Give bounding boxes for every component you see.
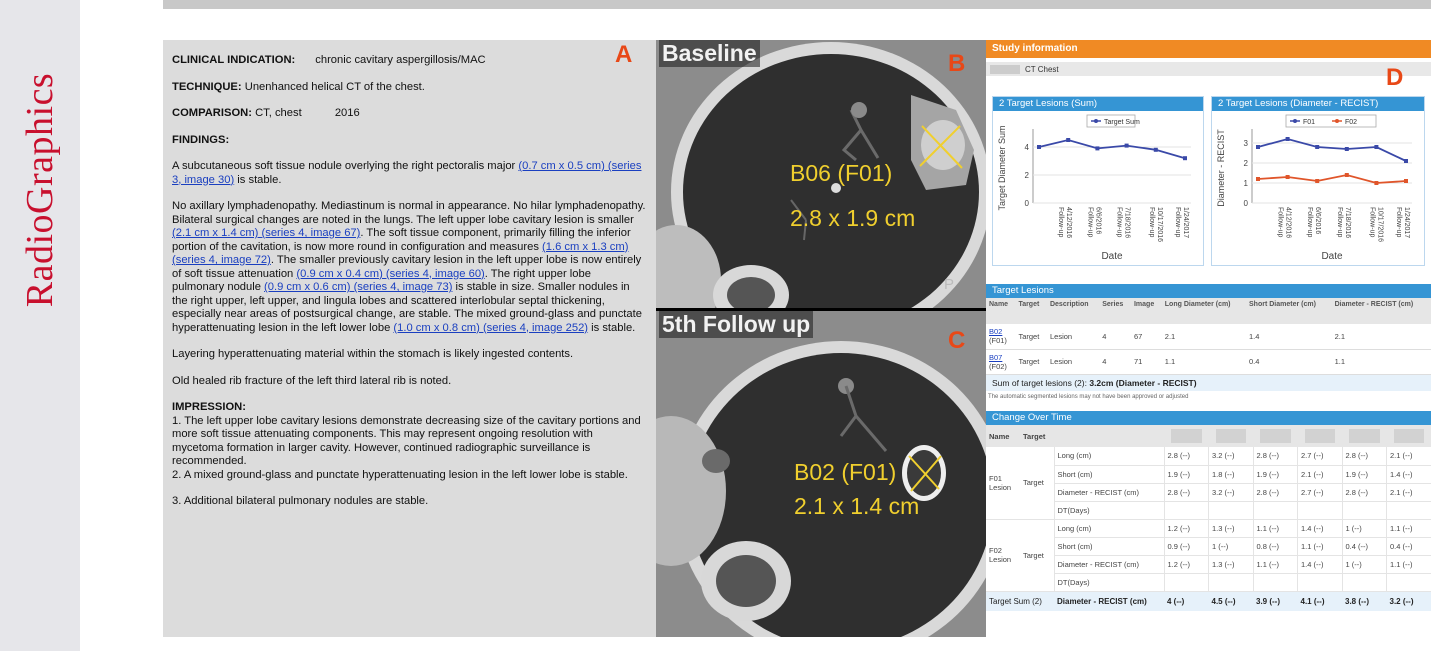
table-cell: 2.1 (1164, 331, 1176, 341)
panel-label-b: B (948, 50, 966, 77)
x-tick-label: Follow-up (1335, 207, 1343, 238)
metric-value (1209, 573, 1254, 591)
finding-2-text: is stable in size. Smaller nodules in the right upper, left upper, and lingula lobes and scattered interlobular septal thickening, especially near areas of postsurgical change, are stable. The mixed ground-glass and punctate hyperattenuating lesion in the left lower lobe (172, 281, 642, 334)
data-point (1286, 175, 1290, 179)
data-point (1315, 145, 1319, 149)
finding-2-text: is stable. (591, 321, 636, 334)
x-tick-label: 1/24/2017 (1403, 207, 1410, 239)
target-sum-value: 3.9 (--) (1256, 596, 1280, 606)
y-tick-label: 2 (1024, 171, 1029, 180)
metric-value (1164, 501, 1209, 519)
x-tick-label: 1/24/2017 (1182, 207, 1189, 239)
y-axis-label: Diameter - RECIST (1216, 129, 1226, 207)
metric-value: 2.7 (--) (1298, 483, 1343, 501)
panel-label-d: D (1386, 64, 1404, 91)
metric-value: 2.8 (--) (1342, 483, 1387, 501)
change-over-time-header: Change Over Time (986, 411, 1431, 425)
y-tick-label: 0 (1243, 199, 1248, 208)
indication-text: chronic cavitary aspergillosis/MAC (315, 54, 486, 66)
x-tick-label: Follow-up (1057, 207, 1065, 238)
metric-label: Short (cm) (1054, 465, 1164, 483)
measurement-link[interactable]: (1.0 cm x 0.8 cm) (series 4, image 252) (393, 321, 589, 334)
column-header: Description (1049, 301, 1089, 308)
date-placeholder (1305, 429, 1336, 443)
followup-lesion-id: B02 (F01) (794, 459, 897, 485)
sum-chart-title: 2 Target Lesions (Sum) (993, 97, 1203, 111)
metric-value: 0.4 (--) (1387, 537, 1432, 555)
table-row[interactable] (986, 349, 1431, 374)
target-sum-metric: Diameter - RECIST (cm) (1057, 596, 1147, 606)
date-column-header (1298, 425, 1343, 447)
measurement-link[interactable]: (2.1 cm x 1.4 cm) (series 4, image 67) (172, 227, 361, 239)
metric-value: 1.1 (--) (1387, 519, 1432, 537)
ct-image-panel (656, 40, 986, 637)
finding-1-end: is stable. (237, 173, 282, 186)
recist-chart (1212, 111, 1424, 265)
target-sum-value: 3.2 (--) (1389, 596, 1414, 606)
data-point (1125, 144, 1129, 148)
metric-value: 1.1 (--) (1253, 519, 1298, 537)
target-sum-row (986, 591, 1431, 611)
metric-label: Long (cm) (1054, 519, 1164, 537)
metric-value: 1.4 (--) (1387, 465, 1432, 483)
data-point (1404, 179, 1408, 183)
metric-value: 1 (--) (1209, 537, 1254, 555)
journal-sidebar (0, 0, 80, 651)
table-cell: 67 (1133, 331, 1143, 341)
metric-value: 1.9 (--) (1164, 465, 1209, 483)
target-lesions-header-row (986, 298, 1431, 324)
date-placeholder (1394, 429, 1425, 443)
recist-chart-title: 2 Target Lesions (Diameter - RECIST) (1212, 97, 1424, 111)
finding-1 (172, 160, 646, 187)
data-point (1315, 179, 1319, 183)
finding-1-text: A subcutaneous soft tissue nodule overlying the right pectoralis major (172, 160, 516, 172)
sum-value: 3.2cm (Diameter - RECIST) (1089, 377, 1197, 388)
metric-value: 2.7 (--) (1298, 447, 1343, 465)
metric-value: 2.8 (--) (1253, 447, 1298, 465)
x-tick-label: 10/17/2016 (1376, 207, 1384, 243)
legend-marker (1335, 119, 1339, 123)
sum-chart-card (992, 96, 1204, 266)
metric-value: 0.8 (--) (1253, 537, 1298, 555)
table-row[interactable] (986, 324, 1431, 349)
target-lesions-header: Target Lesions (986, 284, 1431, 298)
column-header: Name (989, 301, 1009, 308)
lesion-link[interactable]: B07 (989, 352, 1003, 362)
x-tick-label: 6/6/2016 (1314, 207, 1322, 235)
data-point (1183, 156, 1187, 160)
metric-value: 1 (--) (1342, 555, 1387, 573)
column-header: Target (1018, 301, 1040, 308)
finding-2-text: No axillary lymphadenopathy. Mediastinum is normal in appearance. No hilar lymphadenopathy. Bilateral surgical changes are noted in the lungs. The left upper lobe cavitary lesion is smaller (172, 200, 646, 226)
legend-label: F01 (1303, 119, 1316, 126)
comparison-year: 2016 (334, 107, 360, 119)
metric-label: Diameter - RECIST (cm) (1054, 483, 1164, 501)
finding-2-text: . The right upper lobe pulmonary nodule (172, 267, 591, 293)
x-tick-label: Follow-up (1148, 207, 1156, 238)
sum-chart (993, 111, 1203, 265)
metric-value (1298, 501, 1343, 519)
metric-value: 2.1 (--) (1387, 483, 1432, 501)
target-sum-value: 4 (--) (1167, 596, 1185, 606)
legend-marker (1293, 119, 1297, 123)
metric-label: Diameter - RECIST (cm) (1054, 555, 1164, 573)
legend-label: Target Sum (1104, 119, 1140, 126)
cot-header-row (986, 425, 1431, 447)
lesion-target-cell: Target (1023, 478, 1044, 488)
followup-title: 5th Follow up (659, 311, 813, 338)
x-axis-label: Date (1321, 251, 1343, 262)
table-cell: 71 (1133, 357, 1143, 366)
study-row[interactable] (986, 62, 1431, 76)
change-over-time-section (986, 411, 1431, 611)
journal-logo: RadioGraphics (19, 72, 61, 308)
x-tick-label: Follow-up (1174, 207, 1181, 238)
orientation-marker: P (944, 276, 955, 293)
table-cell: 1.4 (1249, 331, 1260, 341)
measurement-link[interactable]: (0.9 cm x 0.6 cm) (series 4, image 73) (264, 281, 453, 293)
baseline-ct-image[interactable] (656, 40, 986, 308)
finding-2-text: . The smaller previously cavitary lesion in the left upper lobe is now entirely of soft tissue attenuation (172, 254, 642, 280)
date-placeholder (1171, 429, 1202, 443)
comparison-text: CT, chest (255, 107, 302, 119)
date-placeholder (1349, 429, 1380, 443)
data-point (1066, 138, 1070, 142)
table-cell: 0.4 (1249, 357, 1260, 366)
table-cell: 1.1 (1334, 357, 1346, 366)
target-lesions-table (986, 298, 1431, 375)
x-tick-label: 10/17/2016 (1156, 207, 1164, 243)
impression-1: 1. The left upper lobe cavitary lesions demonstrate decreasing size of the cavitary portions and more soft tissue attenuating components. This may represent ongoing resolution with mycetoma formation in larger cavity. However, continued radiographic surveillance is recommended. (172, 414, 641, 467)
x-tick-label: 7/18/2016 (1343, 207, 1351, 239)
y-tick-label: 4 (1024, 143, 1029, 152)
column-header: Diameter - RECIST (cm) (1334, 301, 1414, 308)
finding-2 (172, 200, 646, 335)
date-column-header (1387, 425, 1432, 447)
x-tick-label: Follow-up (1086, 207, 1094, 238)
metric-value (1342, 573, 1387, 591)
metric-value: 1.1 (--) (1253, 555, 1298, 573)
lesion-name-cell (986, 324, 1015, 349)
measurement-link[interactable]: (0.7 cm x 0.5 cm) (series 3, image 30) (172, 160, 642, 186)
measurement-link[interactable]: (1.6 cm x 1.3 cm) (series 4, image 72) (172, 240, 629, 266)
panel-label-c: C (948, 327, 966, 354)
date-placeholder (1260, 429, 1291, 443)
table-cell: 4 (1102, 331, 1107, 341)
date-column-header (1164, 425, 1209, 447)
series-line (1258, 139, 1406, 161)
metric-value: 2.8 (--) (1164, 447, 1209, 465)
technique-label: TECHNIQUE: (172, 80, 242, 93)
metric-value: 1.3 (--) (1209, 519, 1254, 537)
table-cell: Target (1018, 357, 1040, 366)
change-over-time-table (986, 425, 1431, 611)
metric-value: 1.4 (--) (1298, 519, 1343, 537)
date-placeholder (1216, 429, 1247, 443)
metric-value: 1.1 (--) (1298, 537, 1343, 555)
y-tick-label: 3 (1243, 139, 1248, 148)
x-tick-label: 4/12/2016 (1065, 207, 1073, 239)
legend-label: F02 (1345, 119, 1358, 126)
metric-label: DT(Days) (1054, 573, 1164, 591)
finding-2-text: . The soft tissue component, primarily filling the inferior portion of the cavitation, is now more round in configuration and measures (172, 227, 631, 253)
column-header: Short Diameter (cm) (1249, 301, 1316, 308)
lesion-target-cell: Target (1023, 550, 1044, 560)
sum-label: Sum of target lesions (2): (992, 377, 1087, 388)
x-tick-label: Follow-up (1115, 207, 1123, 238)
cot-blank (1054, 425, 1164, 447)
y-tick-label: 1 (1243, 179, 1248, 188)
metric-value: 0.9 (--) (1164, 537, 1209, 555)
column-header: Series (1102, 301, 1124, 308)
target-sum-value: 3.8 (--) (1345, 596, 1369, 606)
x-tick-label: 4/12/2016 (1284, 207, 1292, 239)
findings-label: FINDINGS: (172, 133, 230, 146)
baseline-title: Baseline (659, 40, 760, 67)
cot-name-header: Name (989, 431, 1010, 441)
table-cell: 2.1 (1334, 331, 1346, 341)
followup-lesion-size: 2.1 x 1.4 cm (794, 493, 920, 519)
metric-label: Short (cm) (1054, 537, 1164, 555)
target-sum-value: 4.1 (--) (1300, 596, 1325, 606)
data-point (1374, 181, 1378, 185)
series-line (1039, 140, 1185, 158)
target-sum-value: 4.5 (--) (1211, 596, 1236, 606)
metric-value (1253, 573, 1298, 591)
metric-value: 1.4 (--) (1298, 555, 1343, 573)
metric-value (1253, 501, 1298, 519)
x-tick-label: Follow-up (1395, 207, 1402, 238)
recist-chart-card (1211, 96, 1425, 266)
impression-2: 2. A mixed ground-glass and punctate hyperattenuating lesion in the left lower lobe is stable. (172, 468, 628, 481)
baseline-lesion-id: B06 (F01) (790, 160, 893, 186)
metric-value: 2.8 (--) (1164, 483, 1209, 501)
x-tick-label: Follow-up (1276, 207, 1284, 238)
lesion-name-cell (986, 349, 1015, 374)
metric-value: 2.8 (--) (1342, 447, 1387, 465)
technique-text: Unenhanced helical CT of the chest. (244, 80, 425, 93)
data-point (1345, 147, 1349, 151)
measurement-link[interactable]: (0.9 cm x 0.4 cm) (series 4, image 60) (296, 267, 485, 280)
indication-label: CLINICAL INDICATION: (172, 54, 296, 66)
data-point (1256, 145, 1260, 149)
data-point (1345, 173, 1349, 177)
legend-marker (1094, 119, 1098, 123)
finding-3: Layering hyperattenuating material within the stomach is likely ingested contents. (172, 348, 574, 360)
study-name: CT Chest (1025, 64, 1059, 74)
sum-row (986, 375, 1431, 391)
target-lesions-section (986, 284, 1431, 403)
metric-value (1298, 573, 1343, 591)
disclaimer: The automatic segmented lesions may not have been approved or adjusted (988, 393, 1189, 400)
data-point (1037, 145, 1041, 149)
x-axis-label: Date (1101, 251, 1123, 262)
comparison-label: COMPARISON: (172, 107, 252, 119)
metric-value: 1.3 (--) (1209, 555, 1254, 573)
metric-value (1164, 573, 1209, 591)
table-cell: Lesion (1049, 331, 1073, 341)
followup-ct-image[interactable] (656, 311, 986, 637)
metric-value: 2.1 (--) (1298, 465, 1343, 483)
cot-row (986, 519, 1431, 537)
study-thumbnail (990, 65, 1020, 74)
metric-value: 1.1 (--) (1387, 555, 1432, 573)
lesion-id-cell: F01 Lesion (989, 473, 1012, 492)
study-info-header: Study information (986, 40, 1431, 58)
metric-value: 1 (--) (1342, 519, 1387, 537)
panel-label-a: A (615, 41, 633, 68)
finding-4: Old healed rib fracture of the left third lateral rib is noted. (172, 374, 452, 387)
date-column-header (1342, 425, 1387, 447)
target-sum-label: Target Sum (2) (989, 596, 1042, 606)
metric-value: 3.2 (--) (1209, 483, 1254, 501)
column-header: Image (1133, 301, 1155, 308)
metric-value (1387, 573, 1432, 591)
x-tick-label: Follow-up (1306, 207, 1314, 238)
metric-value (1209, 501, 1254, 519)
metric-value: 0.4 (--) (1342, 537, 1387, 555)
lesion-sub: (F01) (989, 336, 1007, 346)
lesion-tracking-panel (986, 40, 1431, 637)
date-column-header (1209, 425, 1254, 447)
x-tick-label: Follow-up (1368, 207, 1376, 238)
metric-value: 3.2 (--) (1209, 447, 1254, 465)
date-column-header (1253, 425, 1298, 447)
table-cell: Lesion (1049, 357, 1073, 366)
metric-value: 1.8 (--) (1209, 465, 1254, 483)
data-point (1374, 145, 1378, 149)
data-point (1286, 137, 1290, 141)
baseline-lesion-size: 2.8 x 1.9 cm (790, 205, 916, 231)
metric-value: 1.9 (--) (1342, 465, 1387, 483)
cot-target-header: Target (1023, 431, 1046, 441)
x-tick-label: 7/18/2016 (1123, 207, 1131, 239)
data-point (1404, 159, 1408, 163)
data-point (1095, 146, 1099, 150)
lesion-link[interactable]: B02 (989, 327, 1003, 337)
y-tick-label: 0 (1024, 199, 1029, 208)
metric-value: 1.2 (--) (1164, 519, 1209, 537)
series-line (1258, 175, 1406, 183)
column-header: Long Diameter (cm) (1164, 301, 1231, 308)
impression-label: IMPRESSION: (172, 401, 246, 413)
metric-label: Long (cm) (1054, 447, 1164, 465)
x-tick-label: 6/6/2016 (1094, 207, 1102, 235)
metric-value: 1.9 (--) (1253, 465, 1298, 483)
table-cell: Target (1018, 331, 1040, 341)
y-tick-label: 2 (1243, 159, 1248, 168)
lesion-sub: (F02) (989, 361, 1007, 371)
y-axis-label: Target Diameter Sum (997, 125, 1007, 211)
metric-value: 2.1 (--) (1387, 447, 1432, 465)
data-point (1154, 148, 1158, 152)
cot-row (986, 447, 1431, 465)
metric-value: 1.2 (--) (1164, 555, 1209, 573)
impression-3: 3. Additional bilateral pulmonary nodules are stable. (172, 495, 429, 507)
lesion-id-cell: F02 Lesion (989, 546, 1012, 564)
metric-value (1342, 501, 1387, 519)
data-point (1256, 177, 1260, 181)
table-cell: 1.1 (1164, 357, 1176, 366)
top-rule (163, 0, 1431, 9)
radiology-report-panel (163, 40, 656, 637)
table-cell: 4 (1102, 357, 1107, 366)
metric-value (1387, 501, 1432, 519)
metric-label: DT(Days) (1054, 501, 1164, 519)
metric-value: 2.8 (--) (1253, 483, 1298, 501)
